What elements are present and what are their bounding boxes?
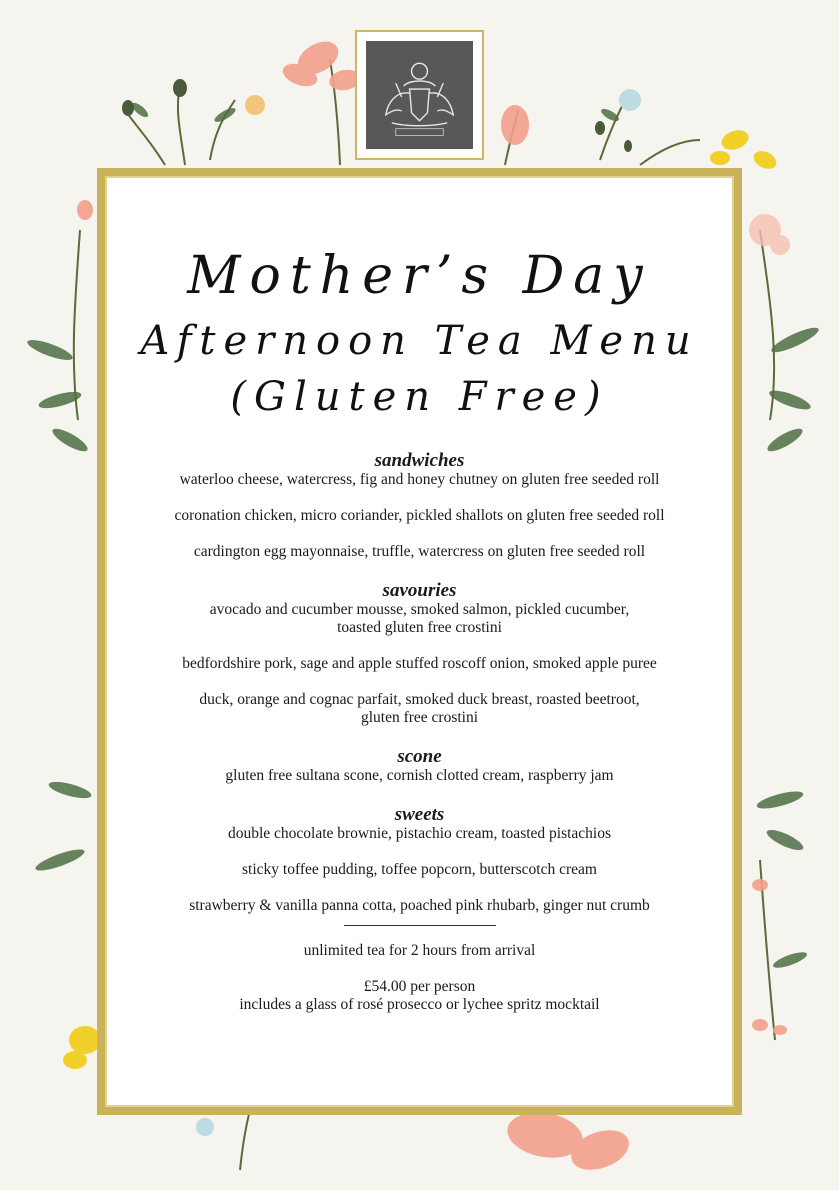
menu-content	[107, 451, 732, 1014]
menu-item: gluten free sultana scone, cornish clotted cream, raspberry jam	[225, 767, 614, 784]
menu-item: bedfordshire pork, sage and apple stuffed roscoff onion, smoked apple puree	[182, 655, 657, 672]
menu-item: double chocolate brownie, pistachio cream, toasted pistachios	[227, 825, 612, 842]
menu-frame	[97, 168, 742, 1115]
crest-emblem	[366, 41, 473, 149]
menu-title-line2: Afternoon Tea Menu	[140, 318, 699, 364]
menu-title-line1: Mother’s Day	[187, 246, 652, 306]
section-title-savouries: savouries	[382, 580, 457, 601]
tea-note: unlimited tea for 2 hours from arrival	[303, 942, 536, 959]
menu-item: avocado and cucumber mousse, smoked salmon, pickled cucumber, toasted gluten free crostini	[209, 601, 630, 636]
menu-item: coronation chicken, micro coriander, pickled shallots on gluten free seeded roll	[174, 507, 665, 524]
section-title-sweets: sweets	[394, 804, 445, 825]
crest-logo	[355, 30, 484, 160]
menu-item: duck, orange and cognac parfait, smoked duck breast, roasted beetroot, gluten free crostini	[199, 691, 640, 726]
menu-footer	[107, 942, 732, 1014]
menu-item: waterloo cheese, watercress, fig and honey chutney on gluten free seeded roll	[179, 471, 660, 488]
price: £54.00 per person	[363, 978, 476, 995]
menu-card	[107, 178, 732, 1105]
divider	[344, 925, 496, 926]
heraldic-crest-icon	[366, 41, 473, 149]
section-title-scone: scone	[397, 746, 442, 767]
menu-title-line3: (Gluten Free)	[230, 374, 609, 420]
section-title-sandwiches: sandwiches	[374, 450, 465, 471]
menu-item: strawberry & vanilla panna cotta, poached pink rhubarb, ginger nut crumb	[189, 897, 650, 914]
menu-item: sticky toffee pudding, toffee popcorn, butterscotch cream	[242, 861, 597, 878]
menu-item: cardington egg mayonnaise, truffle, watercress on gluten free seeded roll	[193, 543, 646, 560]
includes-note: includes a glass of rosé prosecco or lychee spritz mocktail	[239, 996, 600, 1013]
